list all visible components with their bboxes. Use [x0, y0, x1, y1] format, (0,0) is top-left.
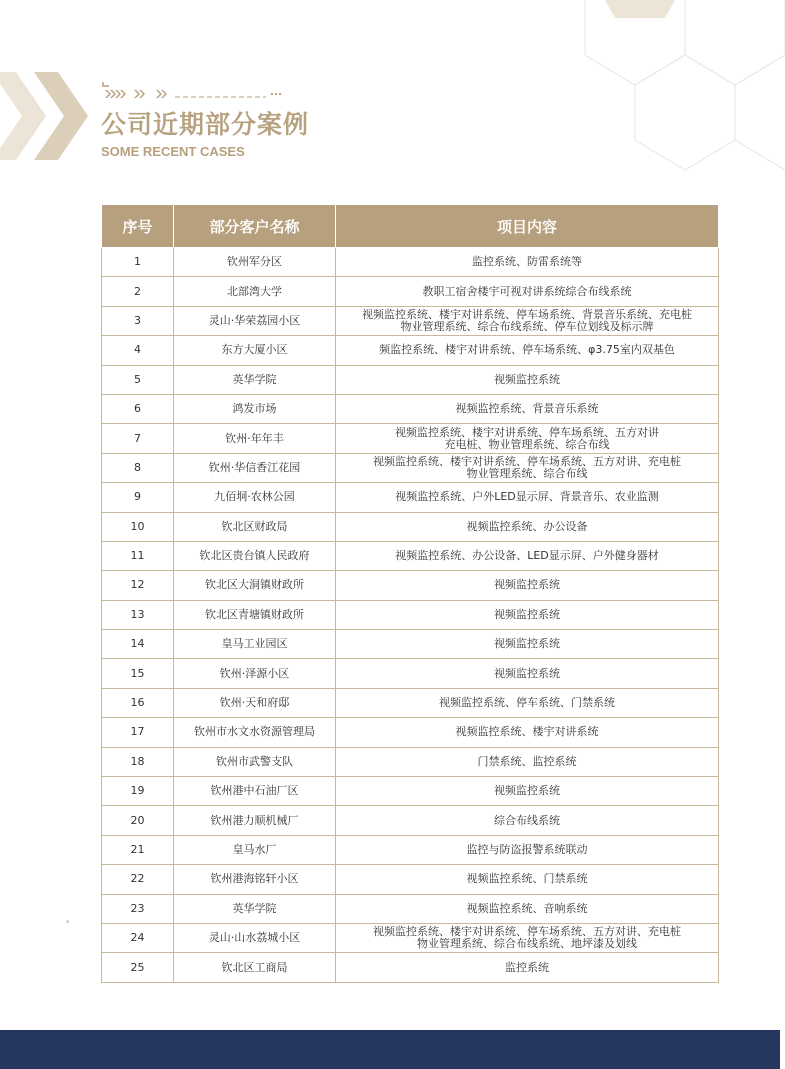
project-content [336, 688, 719, 717]
table-row [102, 424, 719, 453]
project-content [336, 747, 719, 776]
project-content [336, 923, 719, 952]
project-content [336, 277, 719, 306]
table-row [102, 571, 719, 600]
row-number: 7 [102, 424, 174, 453]
table-row [102, 747, 719, 776]
project-content-line: 综合布线系统 [494, 813, 560, 827]
row-number: 24 [102, 923, 174, 952]
row-number: 3 [102, 306, 174, 335]
client-name: 钦州·天和府邸 [174, 688, 336, 717]
table-row [102, 806, 719, 835]
row-number: 22 [102, 865, 174, 894]
client-name: 钦州·年年丰 [174, 424, 336, 453]
project-content-line: 频监控系统、楼宇对讲系统、停车场系统、φ3.75室内双基色 [379, 343, 675, 357]
project-content-line: 视频监控系统、楼宇对讲系统、停车场系统、五方对讲、充电桩 [373, 454, 681, 468]
project-content-line: 视频监控系统、办公设备、LED显示屏、户外健身器材 [395, 549, 659, 563]
row-number: 15 [102, 659, 174, 688]
row-number: 14 [102, 630, 174, 659]
table-row [102, 248, 719, 277]
project-content-line: 视频监控系统、背景音乐系统 [455, 402, 599, 416]
project-content [336, 777, 719, 806]
table-row [102, 512, 719, 541]
column-header-client: 部分客户名称 [174, 205, 336, 248]
table-row [102, 453, 719, 482]
table-row [102, 306, 719, 335]
client-name: 钦州军分区 [174, 248, 336, 277]
row-number: 10 [102, 512, 174, 541]
table-row [102, 953, 719, 982]
page-title: 公司近期部分案例 [101, 110, 310, 139]
project-content [336, 336, 719, 365]
project-content-line: 视频监控系统、楼宇对讲系统、停车场系统、五方对讲 [395, 425, 659, 439]
project-content [336, 365, 719, 394]
footer-bar [0, 1030, 780, 1069]
table-row [102, 336, 719, 365]
row-number: 25 [102, 953, 174, 982]
client-name: 皇马水厂 [174, 835, 336, 864]
project-content-line: 物业管理系统、综合布线系统、地坪漆及划线 [417, 937, 637, 951]
table-row [102, 365, 719, 394]
table-row [102, 659, 719, 688]
row-number: 20 [102, 806, 174, 835]
table-row [102, 277, 719, 306]
chevron-decoration [34, 72, 94, 160]
table-row [102, 600, 719, 629]
row-number: 19 [102, 777, 174, 806]
page-dot [66, 920, 69, 923]
client-name: 灵山·山水荔城小区 [174, 923, 336, 952]
row-number: 21 [102, 835, 174, 864]
project-content [336, 600, 719, 629]
project-content-line: 视频监控系统、音响系统 [466, 901, 588, 915]
row-number: 23 [102, 894, 174, 923]
client-name: 钦州市水文水资源管理局 [174, 718, 336, 747]
project-content-line: 视频监控系统、门禁系统 [466, 872, 588, 886]
project-content-line: 视频监控系统、楼宇对讲系统、停车场系统、背景音乐系统、充电桩 [362, 307, 692, 321]
row-number: 1 [102, 248, 174, 277]
client-name: 钦州市武警支队 [174, 747, 336, 776]
table-row [102, 894, 719, 923]
project-content-line: 视频监控系统 [494, 637, 560, 651]
row-number: 16 [102, 688, 174, 717]
row-number: 12 [102, 571, 174, 600]
project-content [336, 424, 719, 453]
row-number: 17 [102, 718, 174, 747]
table-row [102, 777, 719, 806]
cases-table [101, 204, 719, 983]
row-number: 11 [102, 541, 174, 570]
client-name: 钦州港中石油厂区 [174, 777, 336, 806]
row-number: 18 [102, 747, 174, 776]
project-content-line: 视频监控系统、办公设备 [466, 519, 588, 533]
table-row [102, 394, 719, 423]
project-content [336, 306, 719, 335]
project-content-line: 视频监控系统、楼宇对讲系统 [455, 725, 599, 739]
project-content-line: 视频监控系统 [494, 784, 560, 798]
client-name: 钦州·泽源小区 [174, 659, 336, 688]
project-content-line: 监控系统 [505, 960, 549, 974]
table-row [102, 541, 719, 570]
project-content [336, 541, 719, 570]
row-number: 9 [102, 483, 174, 512]
row-number: 2 [102, 277, 174, 306]
client-name: 灵山·华荣荔园小区 [174, 306, 336, 335]
project-content [336, 248, 719, 277]
table-row [102, 630, 719, 659]
project-content [336, 512, 719, 541]
project-content-line: 视频监控系统 [494, 607, 560, 621]
project-content-line: 视频监控系统 [494, 372, 560, 386]
project-content [336, 659, 719, 688]
project-content-line: 物业管理系统、综合布线系统、停车位划线及标示牌 [400, 319, 654, 333]
project-content-line: 监控系统、防雷系统等 [472, 255, 582, 269]
row-number: 13 [102, 600, 174, 629]
table-row [102, 923, 719, 952]
client-name: 皇马工业园区 [174, 630, 336, 659]
client-name: 钦北区大洞镇财政所 [174, 571, 336, 600]
table-row [102, 718, 719, 747]
row-number: 6 [102, 394, 174, 423]
project-content-line: 监控与防盗报警系统联动 [466, 843, 588, 856]
client-name: 英华学院 [174, 894, 336, 923]
client-name: 钦州港海铭轩小区 [174, 865, 336, 894]
table-header-row [102, 205, 719, 248]
table-row [102, 483, 719, 512]
client-name: 东方大厦小区 [174, 336, 336, 365]
header-ornament [101, 80, 291, 102]
project-content [336, 953, 719, 982]
client-name: 英华学院 [174, 365, 336, 394]
project-content-line: 视频监控系统、楼宇对讲系统、停车场系统、五方对讲、充电桩 [373, 925, 681, 939]
row-number: 5 [102, 365, 174, 394]
project-content [336, 571, 719, 600]
project-content-line: 充电桩、物业管理系统、综合布线 [444, 437, 610, 451]
client-name: 钦州港力顺机械厂 [174, 806, 336, 835]
row-number: 4 [102, 336, 174, 365]
project-content [336, 894, 719, 923]
project-content [336, 394, 719, 423]
column-header-content: 项目内容 [336, 205, 719, 248]
row-number: 8 [102, 453, 174, 482]
table-row [102, 835, 719, 864]
client-name: 钦北区财政局 [174, 512, 336, 541]
project-content-line: 视频监控系统 [494, 666, 560, 680]
project-content-line: 视频监控系统、户外LED显示屏、背景音乐、农业监测 [395, 490, 659, 504]
project-content-line: 物业管理系统、综合布线 [466, 466, 588, 480]
client-name: 钦州·华信香江花园 [174, 453, 336, 482]
project-content-line: 教职工宿舍楼宇可视对讲系统综合布线系统 [422, 284, 632, 298]
project-content-line: 视频监控系统、停车系统、门禁系统 [439, 696, 615, 710]
project-content [336, 718, 719, 747]
project-content-line: 视频监控系统 [494, 578, 560, 592]
client-name: 北部湾大学 [174, 277, 336, 306]
project-content [336, 806, 719, 835]
table-row [102, 865, 719, 894]
project-content [336, 865, 719, 894]
client-name: 鸿发市场 [174, 394, 336, 423]
column-header-number: 序号 [102, 205, 174, 248]
project-content [336, 483, 719, 512]
project-content [336, 453, 719, 482]
client-name: 钦北区青塘镇财政所 [174, 600, 336, 629]
table-row [102, 688, 719, 717]
hexagon-pattern [565, 0, 785, 180]
client-name: 钦北区贵台镇人民政府 [174, 541, 336, 570]
client-name: 钦北区工商局 [174, 953, 336, 982]
project-content [336, 630, 719, 659]
page-subtitle: SOME RECENT CASES [101, 144, 245, 159]
project-content [336, 835, 719, 864]
project-content-line: 门禁系统、监控系统 [477, 754, 577, 768]
client-name: 九佰垌·农林公园 [174, 483, 336, 512]
